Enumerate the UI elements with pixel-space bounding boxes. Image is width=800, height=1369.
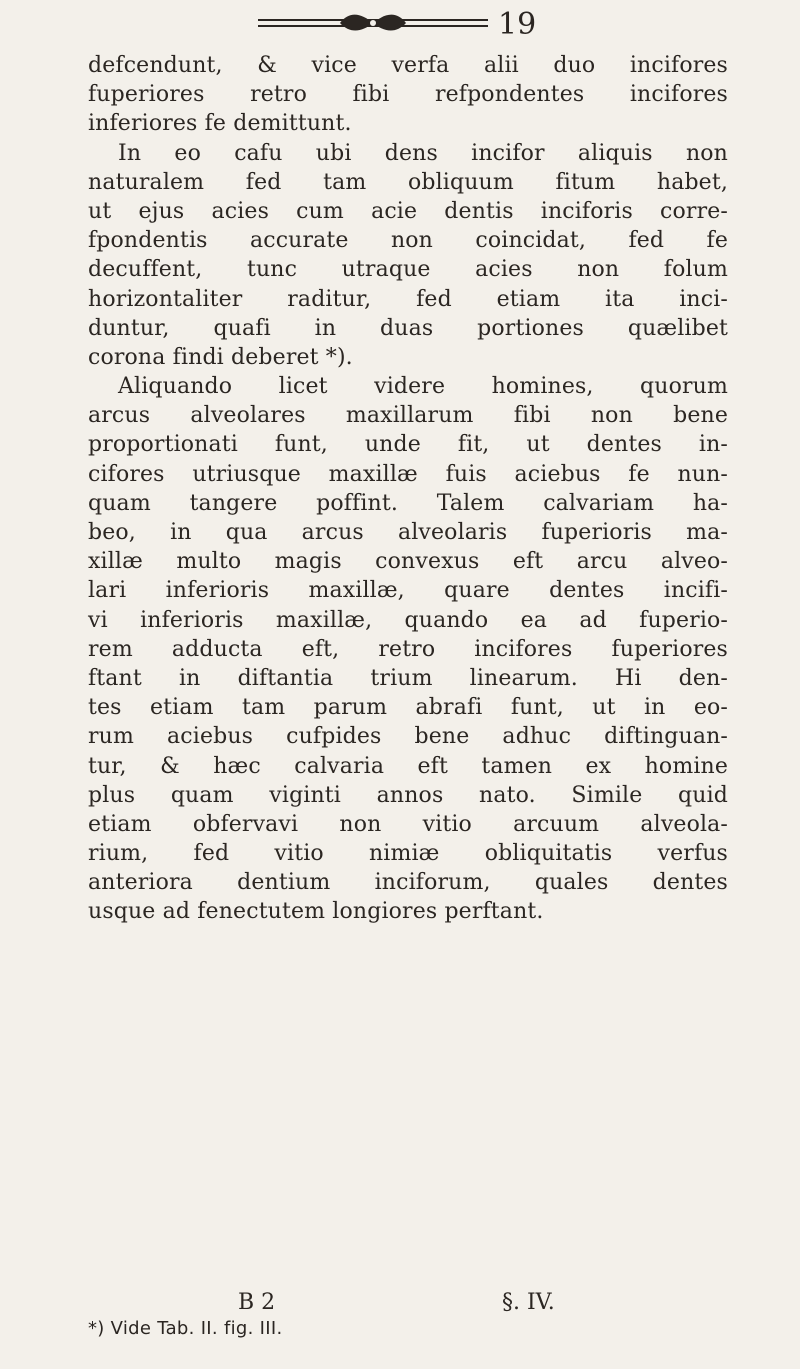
text-line: etiam obfervavi non vitio arcuum alveola-	[88, 811, 728, 837]
text-line: rum aciebus cufpides bene adhuc diftinguan-	[88, 724, 728, 750]
text-line: naturalem fed tam obliquum fitum habet,	[88, 169, 728, 195]
page-number: 19	[498, 7, 537, 42]
text-line: fpondentis accurate non coincidat, fed fe	[88, 228, 728, 254]
signature-mark: B 2	[238, 1290, 276, 1315]
text-line: horizontaliter raditur, fed etiam ita inci-	[88, 286, 728, 312]
text-line: rium, fed vitio nimiæ obliquitatis verfus	[88, 841, 728, 867]
text-line: ut ejus acies cum acie dentis inciforis corre-	[88, 198, 728, 224]
header-ornament	[258, 12, 488, 34]
text-line: plus quam viginti annos nato. Simile quid	[88, 782, 728, 808]
text-line: arcus alveolares maxillarum fibi non bene	[88, 403, 728, 429]
text-line: tes etiam tam parum abrafi funt, ut in eo-	[88, 695, 728, 721]
text-line: xillæ multo magis convexus eft arcu alveo-	[88, 549, 728, 575]
text-line: rem adducta eft, retro incifores fuperiores	[88, 636, 728, 662]
text-line: duntur, quafi in duas portiones quælibet	[88, 315, 728, 341]
text-line: lari inferioris maxillæ, quare dentes incifi-	[88, 578, 728, 604]
text-line: corona findi deberet *).	[88, 344, 353, 370]
text-line: Aliquando licet videre homines, quorum	[118, 374, 728, 400]
text-line: defcendunt, & vice verfa alii duo incifores	[88, 53, 728, 78]
text-line: inferiores fe demittunt.	[88, 111, 352, 137]
text-line: cifores utriusque maxillæ fuis aciebus fe nun-	[88, 461, 728, 487]
body-text	[88, 51, 728, 927]
text-line: vi inferioris maxillæ, quando ea ad fuperio-	[88, 607, 728, 633]
text-line: In eo cafu ubi dens incifor aliquis non	[118, 140, 728, 166]
text-line: anteriora dentium inciforum, quales dentes	[88, 870, 728, 896]
text-line: decuffent, tunc utraque acies non folum	[88, 257, 728, 283]
catchword: §. IV.	[502, 1290, 555, 1315]
text-line: usque ad fenectutem longiores perftant.	[88, 899, 544, 925]
text-line: ftant in diftantia trium linearum. Hi den-	[88, 665, 728, 691]
text-line: quam tangere poffint. Talem calvariam ha-	[88, 490, 728, 516]
footnote: *) Vide Tab. II. fig. III.	[88, 1318, 283, 1339]
text-line: proportionati funt, unde fit, ut dentes in-	[88, 432, 728, 458]
text-line: fuperiores retro fibi refpondentes incifores	[88, 82, 728, 108]
page-footer	[0, 1290, 800, 1320]
text-line: beo, in qua arcus alveolaris fuperioris ma-	[88, 520, 728, 545]
text-line: tur, & hæc calvaria eft tamen ex homine	[88, 753, 728, 779]
